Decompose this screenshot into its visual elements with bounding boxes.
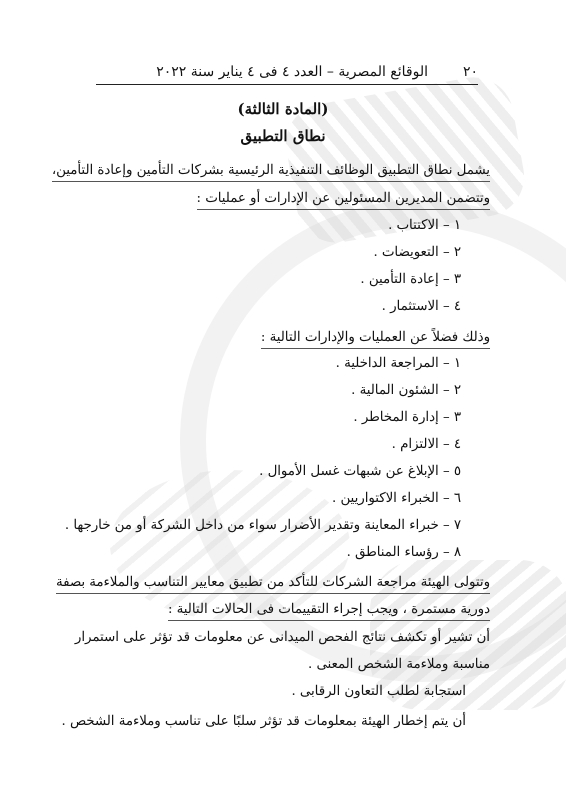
list-item: ٦ – الخبراء الاكتواريين .	[331, 491, 461, 506]
list-two-intro: وذلك فضلاً عن العمليات والإدارات التالية :	[261, 328, 490, 349]
intro-line: يشمل نطاق التطبيق الوظائف التنفيذية الرئيسية بشركات التأمين وإعادة التأمين،	[52, 161, 490, 182]
list-item: ٤ – الاستثمار .	[381, 299, 461, 314]
closing-line: استجابة لطلب التعاون الرقابى .	[291, 684, 466, 699]
closing-line: أن تشير أو تكشف نتائج الفحص الميدانى عن معلومات قد تؤثر على استمرار	[74, 630, 490, 645]
closing-line: مناسبة وملاءمة الشخص المعنى .	[307, 657, 490, 672]
page-number: ٢٠	[462, 64, 478, 80]
list-item: ١ – الاكتتاب .	[388, 218, 461, 233]
list-item: ٥ – الإبلاغ عن شبهات غسل الأموال .	[259, 464, 461, 479]
closing-line: دورية مستمرة ، ويجب إجراء التقييمات فى الحالات التالية :	[168, 600, 490, 621]
list-item: ٧ – خبراء المعاينة وتقدير الأضرار سواء من داخل الشركة أو من خارجها .	[64, 518, 461, 533]
list-item: ٣ – إعادة التأمين .	[360, 272, 461, 287]
list-item: ٨ – رؤساء المناطق .	[346, 545, 461, 560]
intro-line: وتتضمن المديرين المسئولين عن الإدارات أو عمليات :	[197, 189, 490, 210]
list-item: ٢ – التعويضات .	[373, 245, 461, 260]
closing-line: وتتولى الهيئة مراجعة الشركات للتأكد من تطبيق معايير التناسب والملاءمة بصفة	[56, 573, 490, 594]
closing-line: أن يتم إخطار الهيئة بمعلومات قد تؤثر سلبًا على تناسب وملاءمة الشخص .	[61, 714, 466, 729]
article-title: نطاق التطبيق	[240, 127, 326, 145]
list-item: ٤ – الالتزام .	[391, 437, 461, 452]
header-title: الوقائع المصرية – العدد ٤ فى ٤ يناير سنة ٢٠٢٢	[156, 64, 428, 80]
article-number: (المادة الثالثة)	[237, 100, 329, 118]
list-item: ٣ – إدارة المخاطر .	[353, 410, 461, 425]
list-item: ٢ – الشئون المالية .	[351, 383, 461, 398]
page-header	[96, 60, 478, 85]
watermark-dashes	[110, 470, 350, 620]
list-item: ١ – المراجعة الداخلية .	[335, 356, 461, 371]
